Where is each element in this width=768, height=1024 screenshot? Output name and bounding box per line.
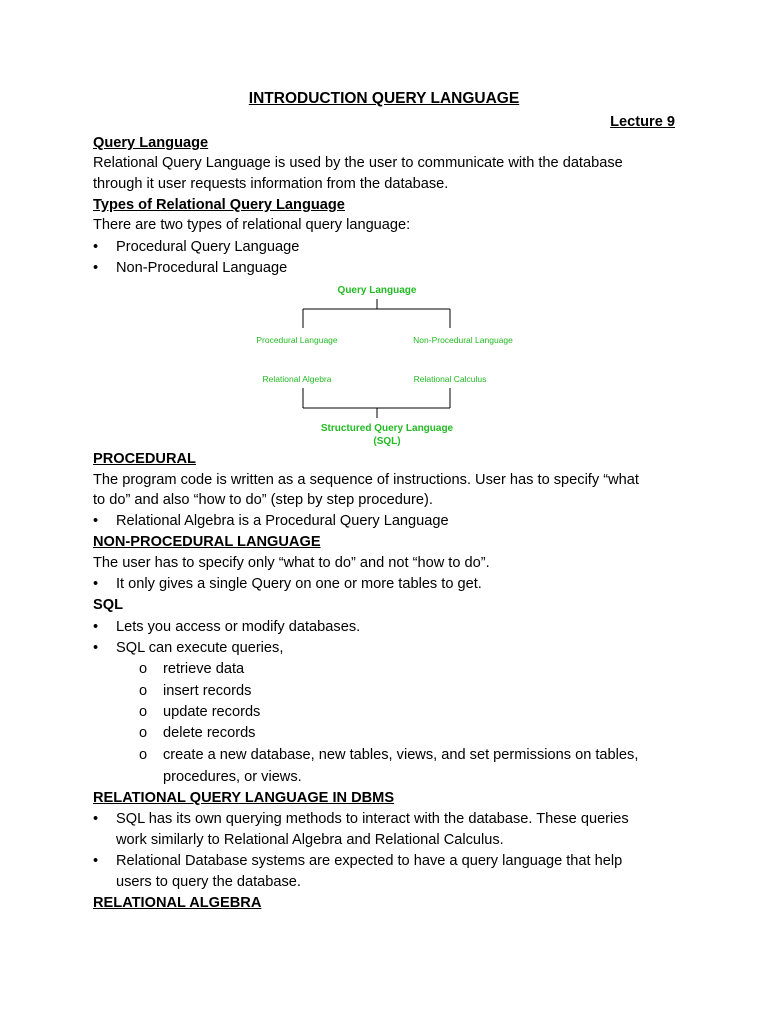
list-item: • SQL has its own querying methods to interact with the database. These queries xyxy=(93,811,629,827)
lecture-label: Lecture 9 xyxy=(610,114,675,130)
list-item: • Relational Database systems are expected to have a query language that help xyxy=(93,853,623,869)
circle-bullet-icon: o xyxy=(139,704,148,720)
sub-list-item-continuation: procedures, or views. xyxy=(163,769,302,785)
diagram-right-branch: Non-Procedural Language xyxy=(413,335,513,345)
query-language-heading: Query Language xyxy=(93,135,209,151)
diagram-left-branch: Procedural Language xyxy=(256,335,338,345)
sub-list-item: o create a new database, new tables, views, and set permissions on tables, xyxy=(139,747,639,763)
list-item: • Procedural Query Language xyxy=(93,239,300,255)
bullet-icon: • xyxy=(93,619,99,635)
list-item: • SQL can execute queries, xyxy=(93,640,284,656)
paragraph-line: to do” and also “how to do” (step by step procedure). xyxy=(93,492,433,508)
bullet-icon: • xyxy=(93,811,99,827)
list-item: • Relational Algebra is a Procedural Query Language xyxy=(93,513,449,529)
diagram-root-label: Query Language xyxy=(337,285,417,296)
non-procedural-heading: NON-PROCEDURAL LANGUAGE xyxy=(93,534,321,550)
sub-list-item: o update records xyxy=(139,704,261,720)
relational-algebra-heading: RELATIONAL ALGEBRA xyxy=(93,895,262,911)
sub-list-item: o delete records xyxy=(139,725,256,741)
diagram-right-child: Relational Calculus xyxy=(413,374,487,384)
diagram-bottom-sql: (SQL) xyxy=(373,436,401,447)
bullet-icon: • xyxy=(93,853,99,869)
list-item: • Lets you access or modify databases. xyxy=(93,619,361,635)
diagram-left-child: Relational Algebra xyxy=(262,374,332,384)
bullet-icon: • xyxy=(93,239,99,255)
sub-list-item: o retrieve data xyxy=(139,661,245,677)
diagram-connectors xyxy=(303,299,450,418)
bullet-icon: • xyxy=(93,513,99,529)
circle-bullet-icon: o xyxy=(139,661,148,677)
page-title: INTRODUCTION QUERY LANGUAGE xyxy=(248,90,520,107)
circle-bullet-icon: o xyxy=(139,747,148,763)
sub-list-item: o insert records xyxy=(139,683,252,699)
list-item-continuation: users to query the database. xyxy=(116,874,301,890)
bullet-icon: • xyxy=(93,640,99,656)
circle-bullet-icon: o xyxy=(139,683,148,699)
paragraph-line: through it user requests information from the database. xyxy=(93,176,449,192)
list-item-continuation: work similarly to Relational Algebra and Relational Calculus. xyxy=(116,832,504,848)
diagram-bottom-label: Structured Query Language xyxy=(320,423,454,434)
procedural-heading: PROCEDURAL xyxy=(93,451,196,467)
bullet-icon: • xyxy=(93,260,99,276)
paragraph-line: The program code is written as a sequence of instructions. User has to specify “what xyxy=(93,472,639,488)
types-intro: There are two types of relational query language: xyxy=(93,217,411,233)
bullet-icon: • xyxy=(93,576,99,592)
sql-heading: SQL xyxy=(93,597,123,613)
list-item: • Non-Procedural Language xyxy=(93,260,288,276)
types-heading: Types of Relational Query Language xyxy=(93,197,345,213)
query-language-diagram xyxy=(240,278,530,450)
paragraph-line: The user has to specify only “what to do” and not “how to do”. xyxy=(93,555,490,571)
paragraph-line: Relational Query Language is used by the user to communicate with the database xyxy=(93,155,623,171)
circle-bullet-icon: o xyxy=(139,725,148,741)
list-item: • It only gives a single Query on one or more tables to get. xyxy=(93,576,482,592)
rql-dbms-heading: RELATIONAL QUERY LANGUAGE IN DBMS xyxy=(93,790,395,806)
